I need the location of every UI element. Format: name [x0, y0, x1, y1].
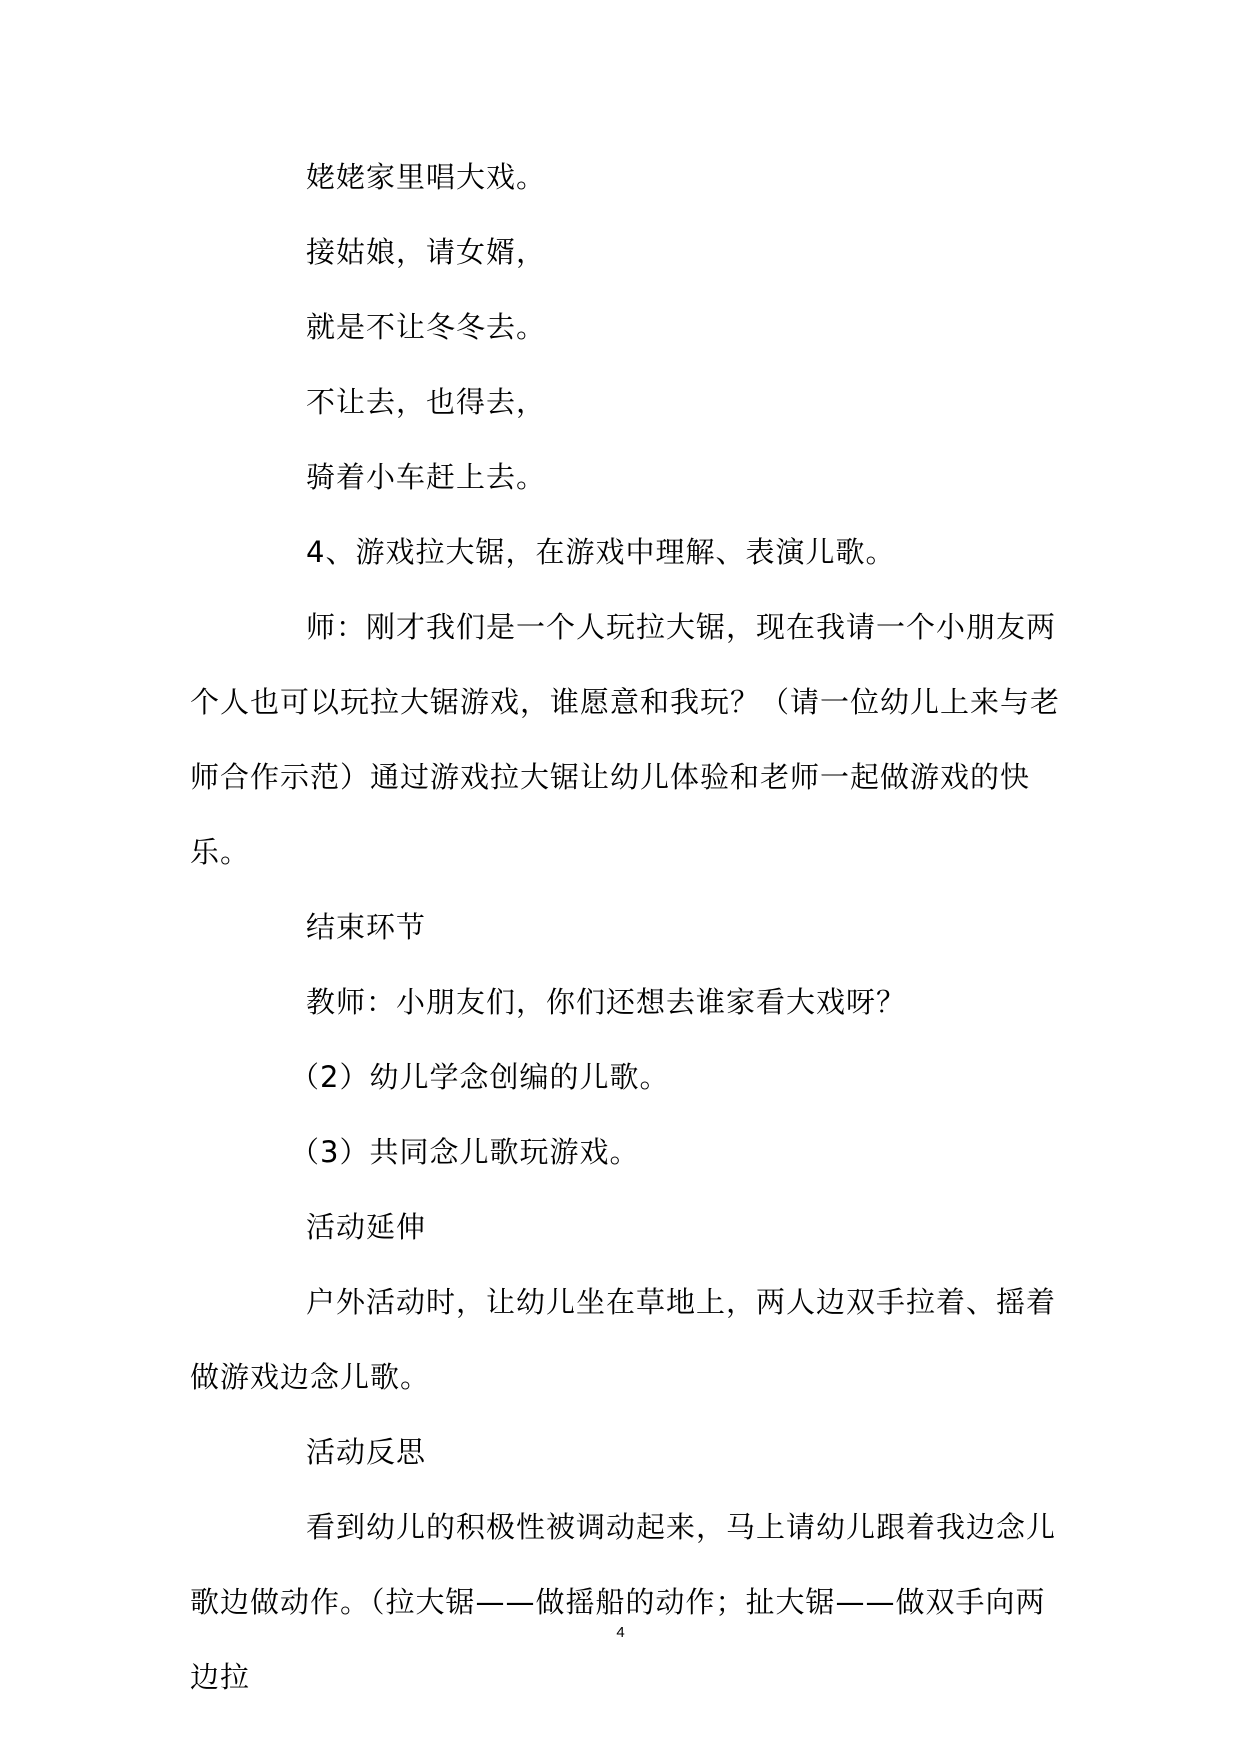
section-heading-ending: 结束环节	[306, 910, 427, 944]
list-item-3: （3）共同念儿歌玩游戏。	[290, 1135, 640, 1169]
extension-paragraph: 户外活动时，让幼儿坐在草地上，两人边双手拉着、摇着做游戏边念儿歌。	[190, 1285, 1057, 1394]
poem-line-3: 就是不让冬冬去。	[306, 310, 547, 344]
poem-line-4: 不让去，也得去，	[306, 385, 547, 419]
page-number: 4	[616, 1624, 625, 1641]
poem-line-5: 骑着小车赶上去。	[306, 460, 547, 494]
section-heading-reflection: 活动反思	[306, 1435, 427, 1469]
list-item-2: （2）幼儿学念创编的儿歌。	[290, 1060, 670, 1094]
poem-line-2: 接姑娘，请女婿，	[306, 235, 547, 269]
teacher-paragraph: 师：刚才我们是一个人玩拉大锯，现在我请一个小朋友两个人也可以玩拉大锯游戏，谁愿意和我玩？（请一位幼儿上来与老师合作示范）通过游戏拉大锯让幼儿体验和老师一起做游戏的快乐。	[190, 610, 1061, 869]
poem-line-1: 姥姥家里唱大戏。	[306, 160, 547, 194]
section-heading-extension: 活动延伸	[306, 1210, 427, 1244]
step-heading: 4、游戏拉大锯，在游戏中理解、表演儿歌。	[306, 535, 896, 569]
document-body	[190, 140, 1060, 1715]
reflection-paragraph: 看到幼儿的积极性被调动起来，马上请幼儿跟着我边念儿歌边做动作。（拉大锯——做摇船的动作；扯大锯——做双手向两边拉	[190, 1510, 1057, 1694]
teacher-question: 教师：小朋友们，你们还想去谁家看大戏呀？	[306, 985, 907, 1019]
